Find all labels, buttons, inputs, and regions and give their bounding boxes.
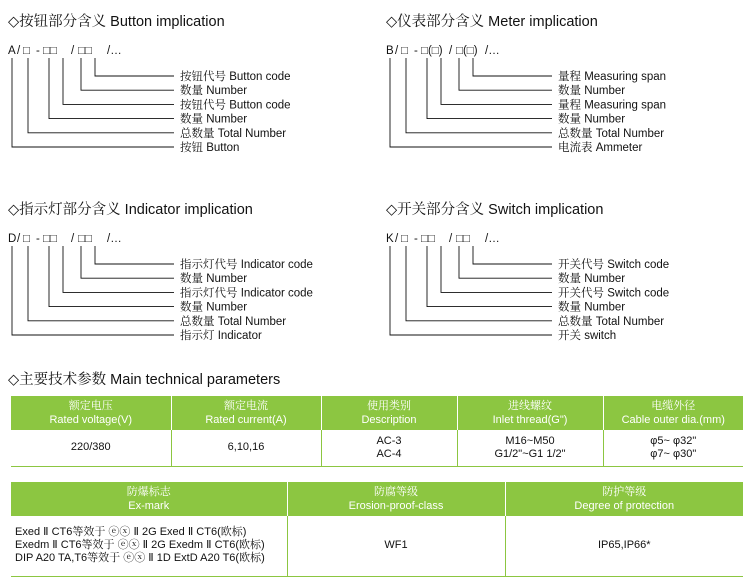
switch-code-part: / xyxy=(449,233,453,245)
meter-code-diagram xyxy=(386,45,666,154)
switch-leader-line xyxy=(473,246,552,264)
switch-label: 数量 Number xyxy=(558,273,626,286)
button-label: 数量 Number xyxy=(180,113,248,126)
indicator-label: 指示灯 Indicator xyxy=(180,330,262,342)
rated-parameters-table xyxy=(11,396,743,467)
meter-code-part: □(□) xyxy=(421,45,443,57)
rated-table-header-text: Inlet thread(G") xyxy=(492,414,568,426)
rated-table-header xyxy=(11,396,171,430)
indicator-leader-line xyxy=(12,246,174,335)
rated-table-header-text: Rated current(A) xyxy=(205,414,287,426)
rated-table-cell-text: φ5~ φ32" xyxy=(650,434,697,447)
rated-table-cell-text: AC-3 xyxy=(376,434,402,447)
button-label: 数量 Number xyxy=(180,85,248,98)
indicator-code-part: □□ xyxy=(78,233,92,245)
button-code-diagram xyxy=(8,45,291,154)
switch-leader-line xyxy=(390,246,552,335)
protection-table-cell-text: IP65,IP66* xyxy=(597,539,651,552)
rated-table-cell xyxy=(11,430,171,466)
button-code-part: /… xyxy=(107,45,122,57)
protection-table-cell-text: WF1 xyxy=(384,539,408,552)
switch-label: 开关代号 Switch code xyxy=(558,287,670,300)
rated-table-header xyxy=(457,396,603,430)
button-label: 按钮代号 Button code xyxy=(180,99,291,112)
indicator-label: 数量 Number xyxy=(180,301,248,314)
rated-table-cell xyxy=(321,430,457,466)
rated-table-cell-text: 6,10,16 xyxy=(227,441,265,454)
meter-code-part: / xyxy=(395,45,399,57)
rated-table-header xyxy=(321,396,457,430)
protection-table-header-text: Ex-mark xyxy=(128,500,170,512)
indicator-code-part: □□ xyxy=(43,233,57,245)
meter-label: 电流表 Ammeter xyxy=(558,142,643,154)
rated-table-cell xyxy=(171,430,321,466)
button-code-part: □□ xyxy=(43,45,57,57)
button-label: 按钮代号 Button code xyxy=(180,71,291,83)
switch-label: 开关 switch xyxy=(558,330,617,342)
protection-table-header xyxy=(505,482,743,516)
meter-label: 数量 Number xyxy=(558,113,626,126)
button-section-title: ◇按钮部分含义 Button implication xyxy=(8,14,225,30)
indicator-label: 指示灯代号 Indicator code xyxy=(180,259,313,271)
meter-label: 量程 Measuring span xyxy=(558,99,667,112)
button-code-part: □ xyxy=(23,45,30,57)
protection-table-cell-text: DIP A20 TA,T6等效于 ⓔⓧ Ⅱ 1D ExtD A20 T6(欧标) xyxy=(15,552,265,565)
switch-code-part: □ xyxy=(401,233,408,245)
rated-table-cell xyxy=(457,430,603,466)
protection-table-header-text: Erosion-proof-class xyxy=(348,500,444,512)
button-code-part: / xyxy=(17,45,21,57)
indicator-code-diagram xyxy=(8,233,313,342)
button-label: 按钮 Button xyxy=(180,142,240,154)
switch-label: 总数量 Total Number xyxy=(558,315,665,328)
meter-code-part: /… xyxy=(485,45,500,57)
rated-table-cell-text: M16~M50 xyxy=(505,434,555,447)
meter-leader-line xyxy=(390,58,552,147)
indicator-code-part: □ xyxy=(23,233,30,245)
meter-leader-line xyxy=(406,58,552,133)
button-code-part: / xyxy=(71,45,75,57)
meter-leader-line xyxy=(427,58,552,119)
switch-label: 数量 Number xyxy=(558,301,626,314)
params-section-title: ◇主要技术参数 Main technical parameters xyxy=(8,372,281,388)
rated-table-header xyxy=(171,396,321,430)
protection-table-header-text: 防护等级 xyxy=(602,486,647,498)
protection-table-cell xyxy=(287,516,505,576)
rated-table-cell-text: 220/380 xyxy=(70,441,111,454)
button-leader-line xyxy=(28,58,174,133)
switch-code-part: K xyxy=(386,233,394,245)
indicator-leader-line xyxy=(49,246,174,307)
button-leader-line xyxy=(12,58,174,147)
switch-code-part: □□ xyxy=(421,233,435,245)
switch-label: 开关代号 Switch code xyxy=(558,259,670,271)
meter-label: 数量 Number xyxy=(558,85,626,98)
protection-table-header-text: 防腐等级 xyxy=(374,486,418,498)
protection-table-header xyxy=(11,482,287,516)
rated-table-cell-text: AC-4 xyxy=(376,447,402,460)
meter-leader-line xyxy=(473,58,552,76)
indicator-leader-line xyxy=(28,246,174,321)
switch-code-part: □□ xyxy=(456,233,470,245)
meter-section-title: ◇仪表部分含义 Meter implication xyxy=(386,14,598,30)
button-leader-line xyxy=(95,58,174,76)
protection-table-cell-text: Exed Ⅱ CT6等效于 ⓔⓧ Ⅱ 2G Exed Ⅱ CT6(欧标) xyxy=(15,526,247,539)
button-code-part: - xyxy=(36,45,40,57)
indicator-code-part: / xyxy=(17,233,21,245)
indicator-leader-line xyxy=(63,246,174,292)
switch-section-title: ◇开关部分含义 Switch implication xyxy=(386,202,604,218)
button-code-part: □□ xyxy=(78,45,92,57)
button-code-part: A xyxy=(8,45,16,57)
meter-code-part: / xyxy=(449,45,453,57)
protection-table-header-text: 防爆标志 xyxy=(126,486,171,498)
indicator-label: 数量 Number xyxy=(180,273,248,286)
indicator-code-part: - xyxy=(36,233,40,245)
rated-table-cell-text: G1/2"~G1 1/2" xyxy=(494,447,566,460)
switch-leader-line xyxy=(441,246,552,292)
meter-code-part: B xyxy=(386,45,394,57)
meter-code-part: □(□) xyxy=(456,45,478,57)
rated-table-header-text: 电缆外径 xyxy=(651,400,696,412)
meter-code-part: - xyxy=(414,45,418,57)
indicator-code-part: / xyxy=(71,233,75,245)
rated-table-header-text: 使用类别 xyxy=(367,400,411,412)
switch-leader-line xyxy=(406,246,552,321)
indicator-code-part: D xyxy=(8,233,17,245)
switch-code-diagram xyxy=(386,233,669,342)
switch-leader-line xyxy=(427,246,552,307)
button-leader-line xyxy=(63,58,174,104)
indicator-label: 总数量 Total Number xyxy=(180,315,287,328)
protection-table xyxy=(11,482,743,577)
protection-table-header xyxy=(287,482,505,516)
rated-table-header-text: 额定电流 xyxy=(224,400,268,412)
rated-table-cell-text: φ7~ φ30" xyxy=(650,447,697,460)
rated-table-header xyxy=(603,396,743,430)
rated-table-header-text: Rated voltage(V) xyxy=(49,414,133,426)
protection-table-cell xyxy=(505,516,743,576)
rated-table-header-text: 进线螺纹 xyxy=(508,400,552,412)
meter-code-part: □ xyxy=(401,45,408,57)
switch-code-part: / xyxy=(395,233,399,245)
rated-table-header-text: 额定电压 xyxy=(68,400,113,412)
meter-leader-line xyxy=(441,58,552,104)
switch-code-part: - xyxy=(414,233,418,245)
protection-table-cell-text: Exedm Ⅱ CT6等效于 ⓔⓧ Ⅱ 2G Exedm Ⅱ CT6(欧标) xyxy=(15,539,265,552)
button-label: 总数量 Total Number xyxy=(180,127,287,140)
rated-table-cell xyxy=(603,430,743,466)
indicator-code-part: /… xyxy=(107,233,122,245)
meter-label: 总数量 Total Number xyxy=(558,127,665,140)
indicator-section-title: ◇指示灯部分含义 Indicator implication xyxy=(8,202,253,218)
meter-label: 量程 Measuring span xyxy=(558,71,667,83)
button-leader-line xyxy=(49,58,174,119)
rated-table-header-text: Description xyxy=(361,414,417,426)
indicator-leader-line xyxy=(95,246,174,264)
indicator-label: 指示灯代号 Indicator code xyxy=(180,287,313,300)
protection-table-header-text: Degree of protection xyxy=(574,500,675,512)
switch-code-part: /… xyxy=(485,233,500,245)
protection-table-cell xyxy=(11,516,287,576)
rated-table-header-text: Cable outer dia.(mm) xyxy=(621,414,725,426)
